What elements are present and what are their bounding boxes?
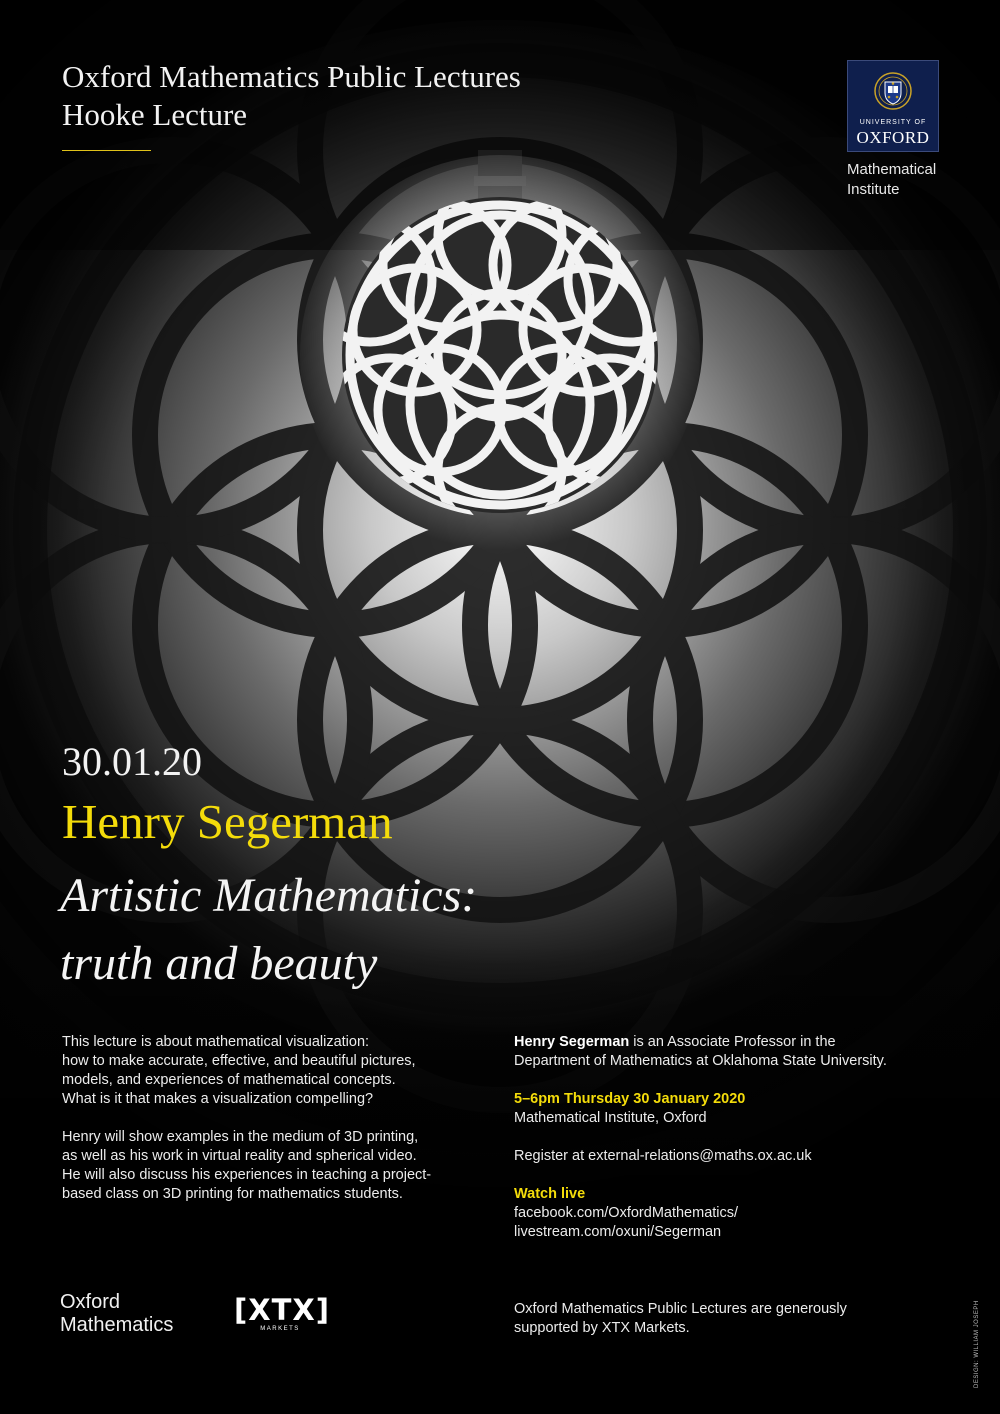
series-name: Oxford Mathematics Public Lectures — [62, 59, 521, 94]
abstract-line: based class on 3D printing for mathematics students. — [62, 1186, 403, 1202]
series-subtitle: Hooke Lecture — [62, 97, 248, 132]
design-credit: DESIGN: WILLIAM JOSEPH — [974, 1300, 980, 1388]
abstract-line: as well as his work in virtual reality and spherical video. — [62, 1148, 417, 1164]
institute-line-1: Mathematical — [847, 161, 937, 178]
xtx-markets-logo — [234, 1293, 331, 1335]
bio-text: is an Associate Professor in the — [629, 1034, 836, 1050]
talk-title-line-2: truth and beauty — [60, 937, 378, 990]
institute-name — [847, 160, 936, 200]
event-venue: Mathematical Institute, Oxford — [514, 1110, 707, 1126]
abstract-line: He will also discuss his experiences in teaching a project- — [62, 1167, 432, 1183]
institute-line-2: Institute — [847, 181, 900, 198]
abstract-line: This lecture is about mathematical visualization: — [62, 1034, 370, 1050]
abstract — [62, 1033, 482, 1204]
om-logo-line-2: Mathematics — [60, 1314, 174, 1336]
abstract-line: What is it that makes a visualization compelling? — [62, 1091, 374, 1107]
xtx-wordmark: [XTX] — [234, 1293, 331, 1327]
oxford-university-logo — [847, 60, 939, 152]
om-logo-line-1: Oxford — [60, 1291, 121, 1313]
lecture-series-title — [62, 58, 521, 134]
watch-live — [514, 1185, 954, 1242]
event-info — [514, 1033, 954, 1242]
abstract-line: models, and experiences of mathematical concepts. — [62, 1072, 396, 1088]
event-time-venue — [514, 1090, 954, 1128]
event-date: 30.01.20 — [62, 739, 202, 784]
register-text: Register at external-relations@maths.ox.ac.uk — [514, 1148, 812, 1164]
sponsor-line-1: Oxford Mathematics Public Lectures are generously — [514, 1301, 847, 1317]
abstract-paragraph-1 — [62, 1033, 482, 1109]
livestream-link[interactable]: livestream.com/oxuni/Segerman — [514, 1224, 722, 1240]
speaker-bio — [514, 1033, 954, 1071]
bio-text-line-2: Department of Mathematics at Oklahoma State University. — [514, 1053, 887, 1069]
abstract-line: how to make accurate, effective, and beautiful pictures, — [62, 1053, 416, 1069]
sponsor-note — [514, 1300, 847, 1338]
oxford-mathematics-logo — [60, 1291, 173, 1337]
crest-university-of: UNIVERSITY OF — [859, 119, 927, 126]
oxford-crest-icon — [874, 69, 912, 115]
facebook-link[interactable]: facebook.com/OxfordMathematics/ — [514, 1205, 739, 1221]
abstract-paragraph-2 — [62, 1128, 482, 1204]
speaker-name: Henry Segerman — [62, 794, 393, 849]
bio-speaker-name: Henry Segerman — [514, 1034, 630, 1050]
event-time: 5–6pm Thursday 30 January 2020 — [514, 1091, 746, 1107]
crest-oxford: OXFORD — [856, 128, 930, 147]
title-underline — [62, 150, 151, 151]
xtx-subtitle: MARKETS — [260, 1326, 300, 1332]
abstract-line: Henry will show examples in the medium of 3D printing, — [62, 1129, 419, 1145]
talk-title-line-1: Artistic Mathematics: — [60, 869, 478, 922]
sponsor-line-2: supported by XTX Markets. — [514, 1320, 690, 1336]
watch-live-heading: Watch live — [514, 1186, 586, 1202]
talk-title — [60, 862, 477, 998]
